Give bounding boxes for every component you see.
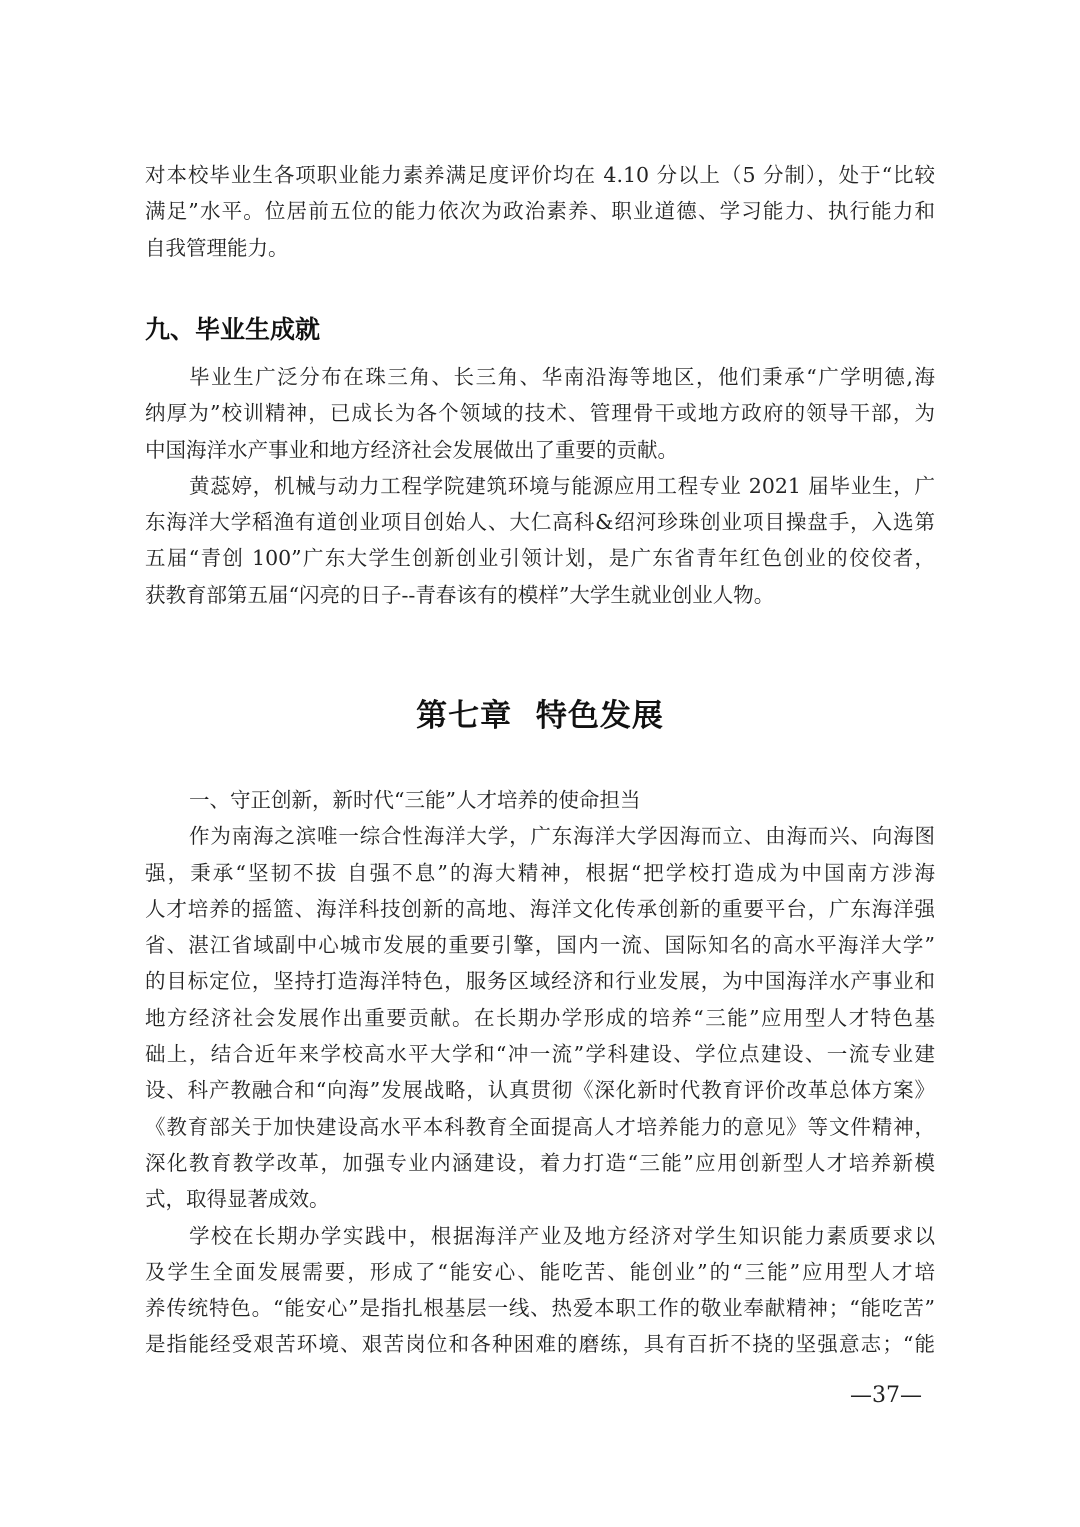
text-line: 满足”水平。位居前五位的能力依次为政治素养、职业道德、学习能力、执行能力和 [145,199,935,224]
text-line: 对本校毕业生各项职业能力素养满足度评价均在 4.10 分以上（5 分制），处于“比较 [145,163,935,187]
text-line: 养传统特色。“能安心”是指扎根基层一线、热爱本职工作的敬业奉献精神；“能吃苦” [145,1296,935,1321]
text-line: 黄蕊婷，机械与动力工程学院建筑环境与能源应用工程专业 2021 届毕业生，广 [189,473,935,498]
text-line: 学校在长期办学实践中，根据海洋产业及地方经济对学生知识能力素质要求以 [189,1223,935,1248]
text-line: 毕业生广泛分布在珠三角、长三角、华南沿海等地区，他们秉承“广学明德,海 [189,365,935,389]
text-line: 深化教育教学改革，加强专业内涵建设，着力打造“三能”应用创新型人才培养新模 [145,1150,935,1175]
text-line: 《教育部关于加快建设高水平本科教育全面提高人才培养能力的意见》等文件精神， [145,1114,935,1139]
subheading: 一、守正创新，新时代“三能”人才培养的使命担当 [189,788,641,812]
text-line: 省、湛江省域副中心城市发展的重要引擎，国内一流、国际知名的高水平海洋大学” [145,933,935,958]
text-line: 作为南海之滨唯一综合性海洋大学，广东海洋大学因海而立、由海而兴、向海图 [189,824,935,849]
text-line: 式，取得显著成效。 [145,1187,330,1212]
section-heading: 九、毕业生成就 [145,315,321,344]
section-nine-body [145,359,935,613]
text-line: 设、科产教融合和“向海”发展战略，认真贯彻《深化新时代教育评价改革总体方案》 [145,1078,935,1103]
text-line: 是指能经受艰苦环境、艰苦岗位和各种困难的磨练，具有百折不挠的坚强意志；“能 [145,1332,935,1357]
text-line: 获教育部第五届“闪亮的日子--青春该有的模样”大学生就业创业人物。 [145,582,775,607]
text-line: 人才培养的摇篮、海洋科技创新的高地、海洋文化传承创新的重要平台，广东海洋强 [145,896,935,921]
chapter-body [145,782,935,1363]
text-line: 及学生全面发展需要，形成了“能安心、能吃苦、能创业”的“三能”应用型人才培 [145,1259,935,1284]
intro-paragraph [145,157,935,266]
text-line: 自我管理能力。 [145,235,289,260]
text-line: 五届“青创 100”广东大学生创新创业引领计划，是广东省青年红色创业的佼佼者， [145,546,935,571]
text-line: 中国海洋水产事业和地方经济社会发展做出了重要的贡献。 [145,437,678,462]
page-number: —37— [850,1383,922,1408]
text-line: 的目标定位，坚持打造海洋特色，服务区域经济和行业发展，为中国海洋水产事业和 [145,969,935,994]
text-line: 强，秉承“坚韧不拔 自强不息”的海大精神，根据“把学校打造成为中国南方涉海 [145,860,935,885]
text-line: 础上，结合近年来学校高水平大学和“冲一流”学科建设、学位点建设、一流专业建 [145,1042,935,1067]
chapter-title: 第七章 特色发展 [416,698,664,734]
text-line: 纳厚为”校训精神，已成长为各个领域的技术、管理骨干或地方政府的领导干部，为 [145,401,935,426]
text-line: 东海洋大学稻渔有道创业项目创始人、大仁高科&绍河珍珠创业项目操盘手，入选第 [145,510,935,535]
text-line: 地方经济社会发展作出重要贡献。在长期办学形成的培养“三能”应用型人才特色基 [145,1005,935,1030]
